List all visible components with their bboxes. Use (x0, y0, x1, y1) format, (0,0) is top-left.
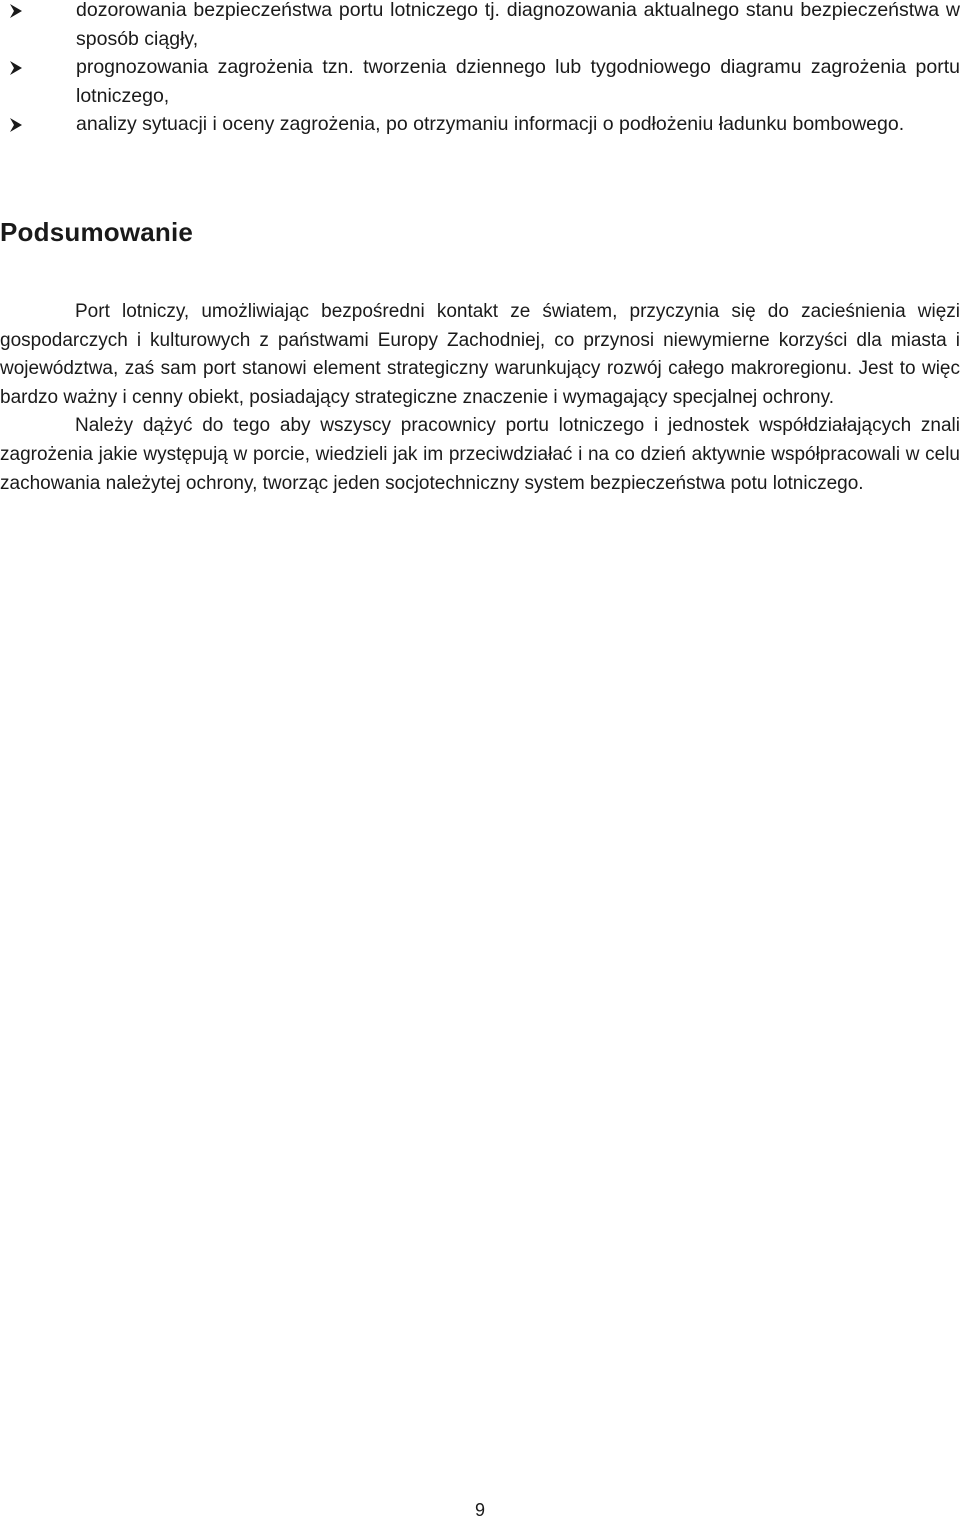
bullet-list (0, 0, 960, 139)
bullet-text: prognozowania zagrożenia tzn. tworzenia dziennego lub tygodniowego diagramu zagrożenia portu lotniczego, (76, 56, 960, 107)
bullet-text: analizy sytuacji i oceny zagrożenia, po otrzymaniu informacji o podłożeniu ładunku bombowego. (76, 113, 905, 135)
section-heading: Podsumowanie (0, 217, 194, 247)
paragraph: Należy dążyć do tego aby wszyscy pracownicy portu lotniczego i jednostek współdziałających znali zagrożenia jakie występują w porcie, wiedzieli jak im przeciwdziałać i na co dzień aktywnie współpracowali w celu zachowania należytej ochrony, tworząc jeden socjotechniczny system bezpieczeństwa potu lotniczego. (0, 415, 960, 494)
bullet-item (0, 0, 960, 53)
paragraph: Port lotniczy, umożliwiając bezpośredni kontakt ze światem, przyczynia się do zacieśnienia więzi gospodarczych i kulturowych z państwami Europy Zachodniej, co przynosi niewymierne korzyści dla miasta i województwa, zaś sam port stanowi element strategiczny warunkujący rozwój całego makroregionu. Jest to więc bardzo ważny i cenny obiekt, posiadający strategiczne znaczenie i wymagający specjalnej ochrony. (0, 301, 960, 408)
bullet-text: dozorowania bezpieczeństwa portu lotniczego tj. diagnozowania aktualnego stanu bezpieczeństwa w sposób ciągły, (76, 0, 960, 50)
page-number: 9 (474, 1500, 485, 1520)
bullet-item (0, 110, 960, 139)
arrowhead-bullet-icon (8, 60, 24, 76)
arrowhead-bullet-icon (8, 3, 24, 19)
bullet-item (0, 53, 960, 110)
summary-body (0, 298, 960, 498)
arrowhead-bullet-icon (8, 117, 24, 133)
